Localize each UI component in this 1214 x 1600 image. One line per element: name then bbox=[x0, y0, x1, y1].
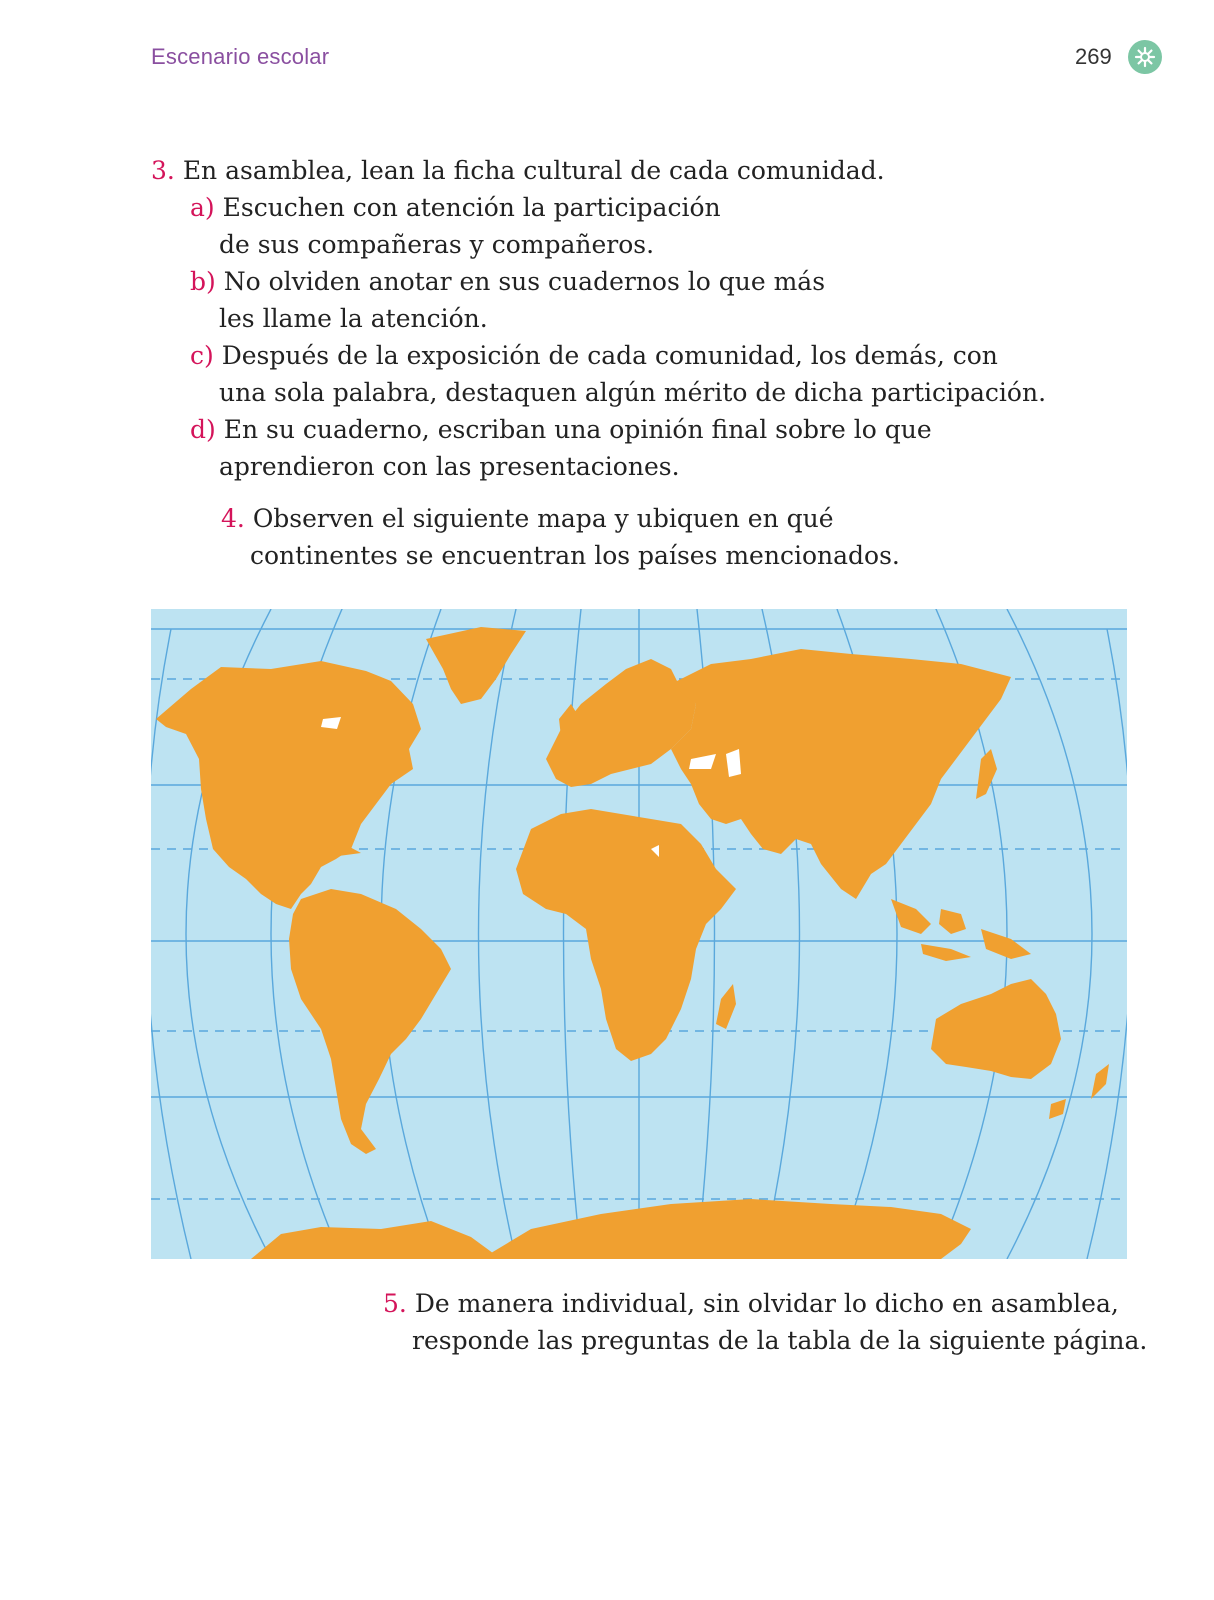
item-d-line-1 bbox=[190, 411, 932, 448]
item-b-line-1 bbox=[190, 263, 825, 300]
sparkle-icon bbox=[1128, 40, 1162, 74]
item-d-letter: d) bbox=[190, 415, 216, 444]
activity-5-text-1: De manera individual, sin olvidar lo dicho en asamblea, bbox=[414, 1289, 1119, 1318]
activity-3-instruction: En asamblea, lean la ficha cultural de cada comunidad. bbox=[182, 156, 885, 185]
world-map bbox=[151, 609, 1127, 1259]
activity-3-number: 3. bbox=[151, 156, 175, 185]
page-number: 269 bbox=[1075, 44, 1112, 69]
item-b-letter: b) bbox=[190, 267, 216, 296]
activity-4-text-2: continentes se encuentran los países mencionados. bbox=[250, 541, 900, 570]
item-b-text-2: les llame la atención. bbox=[219, 304, 488, 333]
item-b-text-1: No olviden anotar en sus cuadernos lo que más bbox=[223, 267, 826, 296]
item-a-line-1 bbox=[190, 189, 721, 226]
item-a-text-1: Escuchen con atención la participación bbox=[222, 193, 721, 222]
item-c-letter: c) bbox=[190, 341, 214, 370]
item-c-line-1 bbox=[190, 337, 998, 374]
activity-4-line-1 bbox=[221, 500, 834, 537]
activity-5-line-1 bbox=[383, 1285, 1119, 1322]
item-c-text-2: una sola palabra, destaquen algún mérito de dicha participación. bbox=[219, 378, 1047, 407]
activity-5-number: 5. bbox=[383, 1289, 407, 1318]
section-title: Escenario escolar bbox=[151, 44, 330, 69]
item-a-text-2: de sus compañeras y compañeros. bbox=[219, 230, 655, 259]
activity-5-text-2: responde las preguntas de la tabla de la siguiente página. bbox=[412, 1326, 1148, 1355]
activity-3-text bbox=[151, 152, 885, 189]
item-d-text-1: En su cuaderno, escriban una opinión final sobre lo que bbox=[223, 415, 932, 444]
activity-4-number: 4. bbox=[221, 504, 245, 533]
item-a-letter: a) bbox=[190, 193, 215, 222]
item-c-text-1: Después de la exposición de cada comunidad, los demás, con bbox=[221, 341, 998, 370]
activity-4-text-1: Observen el siguiente mapa y ubiquen en qué bbox=[252, 504, 834, 533]
item-d-text-2: aprendieron con las presentaciones. bbox=[219, 452, 680, 481]
